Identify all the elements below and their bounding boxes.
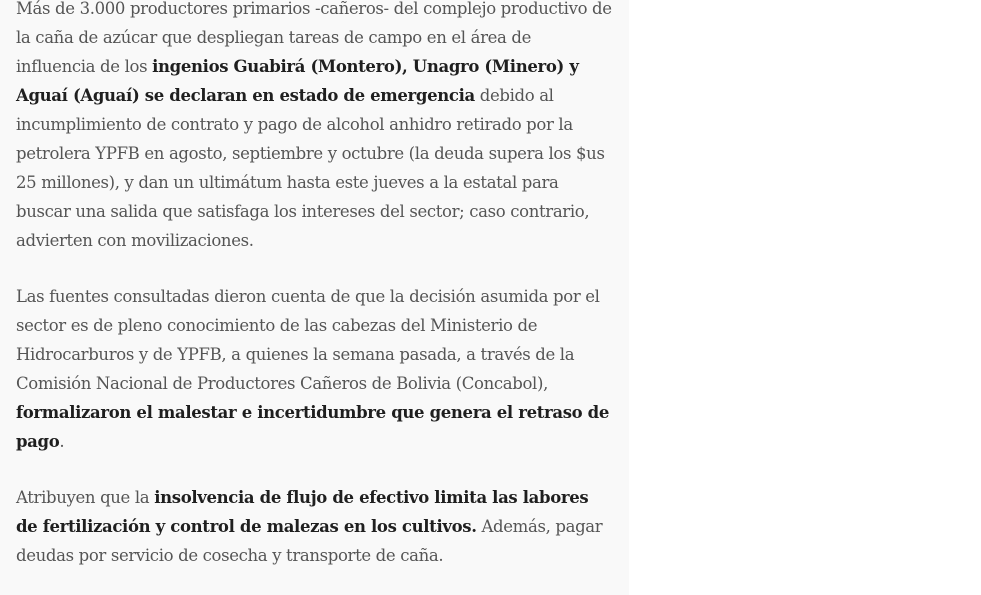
article-paragraph-2 xyxy=(16,282,614,456)
article-body xyxy=(16,0,614,595)
paragraph-text: debido al incumplimiento de contrato y pago de alcohol anhidro retirado por la petrolera YPFB en agosto, septiembre y octubre (la deuda supera los $us 25 millones), y dan un ultimátum hasta este jueves a la estatal para buscar una salida que satisfaga los intereses del sector; caso contrario, advierten con movilizaciones. xyxy=(16,86,605,250)
blank-right-area xyxy=(629,0,981,595)
paragraph-bold-text: ingenios Guabirá (Montero), Unagro (Minero) y Aguaí (Aguaí) se declaran en estado de emergencia xyxy=(16,57,579,105)
paragraph-bold-text: insolvencia de flujo de efectivo limita las labores de fertilización y control de malezas en los cultivos. xyxy=(16,488,589,536)
paragraph-bold-text: formalizaron el malestar e incertidumbre que genera el retraso de pago xyxy=(16,403,610,451)
paragraph-text: Más de 3.000 productores primarios -cañeros- del complejo productivo de la caña de azúcar que despliegan tareas de campo en el área de influencia de los xyxy=(16,0,612,76)
article-paragraph-3 xyxy=(16,483,614,570)
paragraph-text: . xyxy=(59,432,65,451)
paragraph-text: Las fuentes consultadas dieron cuenta de que la decisión asumida por el sector es de pleno conocimiento de las cabezas del Ministerio de Hidrocarburos y de YPFB, a quienes la semana pasada, a través de la Comisión Nacional de Productores Cañeros de Bolivia (Concabol), xyxy=(16,287,600,393)
paragraph-text: Además, pagar deudas por servicio de cosecha y transporte de caña. xyxy=(16,517,603,565)
article-paragraph-1 xyxy=(16,0,614,255)
paragraph-text: Atribuyen que la xyxy=(16,488,155,507)
